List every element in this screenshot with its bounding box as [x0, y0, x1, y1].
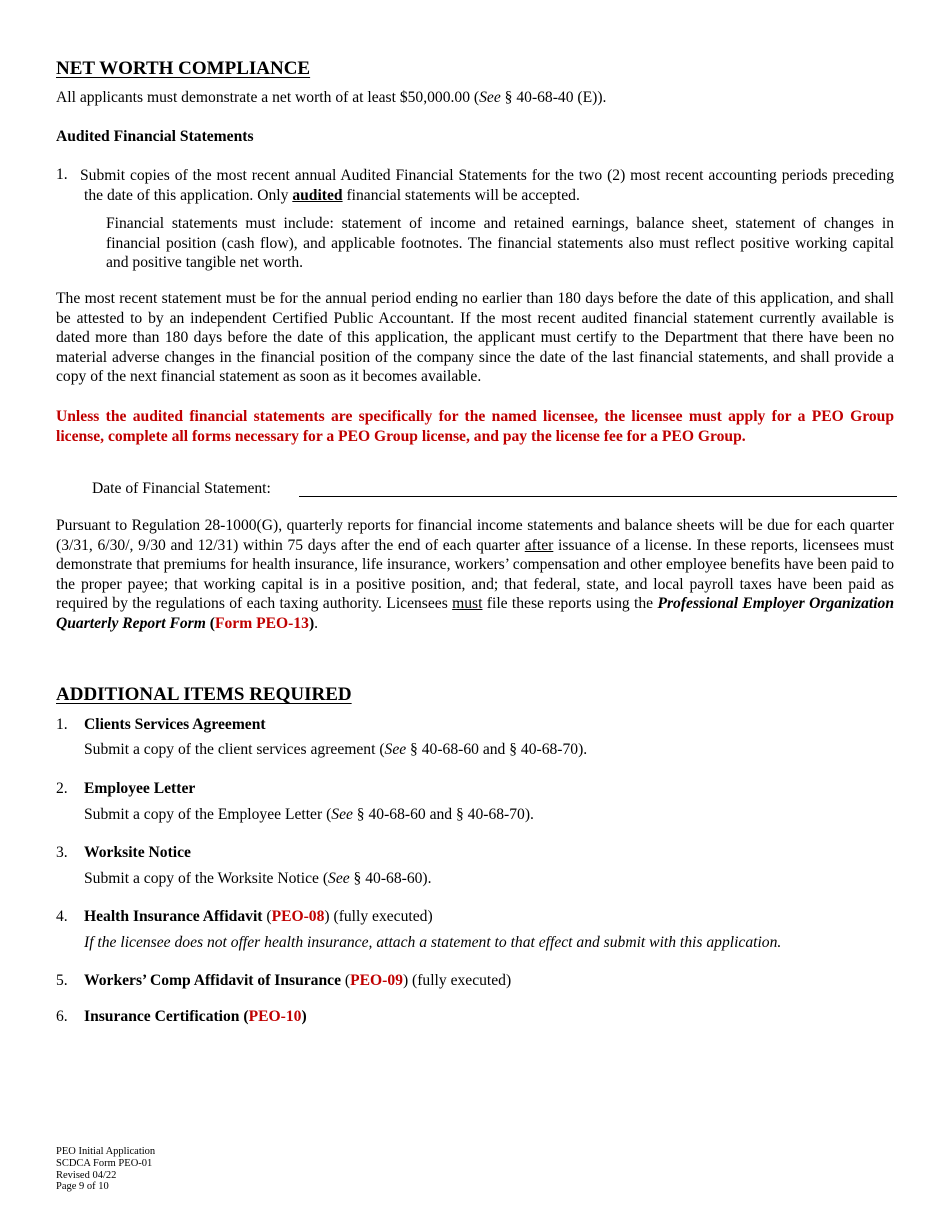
- item1-text: Submit copies of the most recent annual Audited Financial Statements for the two (2) most recent accounting periods preceding the date of this application. Only audited financial statements will be accepted.: [80, 167, 894, 204]
- item-number: 2.: [56, 780, 68, 797]
- item-title-client-services: Clients Services Agreement: [84, 716, 266, 733]
- recent-statement-paragraph: The most recent statement must be for the annual period ending no earlier than 180 days before the date of this application, and shall be attested to by an independent Certified Public Accountant. If the most recent audited financial statement currently available is dated more than 180 days before the date of this application, the applicant must certify to the Department that there have been no material adverse changes in the financial position of the company since the date of the last financial statements, and shall provide a copy of the next financial statement as soon as it becomes available.: [56, 290, 894, 386]
- item-body-client-services: Submit a copy of the client services agreement (See § 40-68-60 and § 40-68-70).: [84, 741, 588, 758]
- item-number: 4.: [56, 908, 68, 925]
- footer-form-title: PEO Initial Application: [56, 1146, 156, 1157]
- net-worth-heading: NET WORTH COMPLIANCE: [56, 58, 311, 79]
- item-note-health-insurance: If the licensee does not offer health insurance, attach a statement to that effect and submit with this application.: [84, 934, 782, 951]
- footer-page-number: Page 9 of 10: [56, 1181, 109, 1193]
- item-title-workers-comp: Workers’ Comp Affidavit of Insurance (PEO-09) (fully executed): [84, 972, 512, 989]
- item-number: 5.: [56, 972, 68, 989]
- page-footer: [56, 1146, 155, 1193]
- item1-number: 1.: [56, 166, 68, 183]
- item-number: 1.: [56, 716, 68, 733]
- date-of-statement-label: Date of Financial Statement:: [92, 480, 271, 497]
- quarterly-report-paragraph: Pursuant to Regulation 28-1000(G), quarterly reports for financial income statements and balance sheets will be due for each quarter (3/31, 6/30/, 9/30 and 12/31) within 75 days after the end of each quarter after issuance of a license. In these reports, licensees must demonstrate that premiums for health insurance, life insurance, workers’ compensation and other employee benefits have been paid to the proper payee; that working capital is in a positive position, and; that federal, state, and local payroll taxes have been paid as required by the regulations of each taxing authority. Licensees must file these reports using the Professional Employer Organization Quarterly Report Form (Form PEO-13).: [56, 517, 894, 632]
- item-number: 6.: [56, 1008, 68, 1025]
- footer-form-code: SCDCA Form PEO-01: [56, 1157, 153, 1169]
- audited-statements-subheading: Audited Financial Statements: [56, 128, 254, 145]
- peo-group-warning: Unless the audited financial statements are specifically for the named licensee, the licensee must apply for a PEO Group license, complete all forms necessary for a PEO Group license, and pay the license fee for a PEO Group.: [56, 408, 894, 445]
- item1-detail: Financial statements must include: statement of income and retained earnings, balance sheet, statement of changes in financial position (cash flow), and applicable footnotes. The financial statements also must reflect positive working capital and positive tangible net worth.: [106, 215, 894, 272]
- additional-items-heading: ADDITIONAL ITEMS REQUIRED: [56, 684, 352, 705]
- item-title-health-insurance: Health Insurance Affidavit (PEO-08) (fully executed): [84, 908, 433, 925]
- item-title-worksite-notice: Worksite Notice: [84, 844, 191, 861]
- date-of-statement-field[interactable]: [299, 496, 897, 497]
- item-body-worksite-notice: Submit a copy of the Worksite Notice (See § 40-68-60).: [84, 870, 432, 887]
- item-number: 3.: [56, 844, 68, 861]
- item-title-insurance-certification: Insurance Certification (PEO-10): [84, 1008, 307, 1025]
- footer-revision: Revised 04/22: [56, 1169, 117, 1181]
- net-worth-intro: All applicants must demonstrate a net worth of at least $50,000.00 (See § 40-68-40 (E)).: [56, 89, 607, 106]
- item-body-employee-letter: Submit a copy of the Employee Letter (See § 40-68-60 and § 40-68-70).: [84, 806, 534, 823]
- item-title-employee-letter: Employee Letter: [84, 780, 196, 797]
